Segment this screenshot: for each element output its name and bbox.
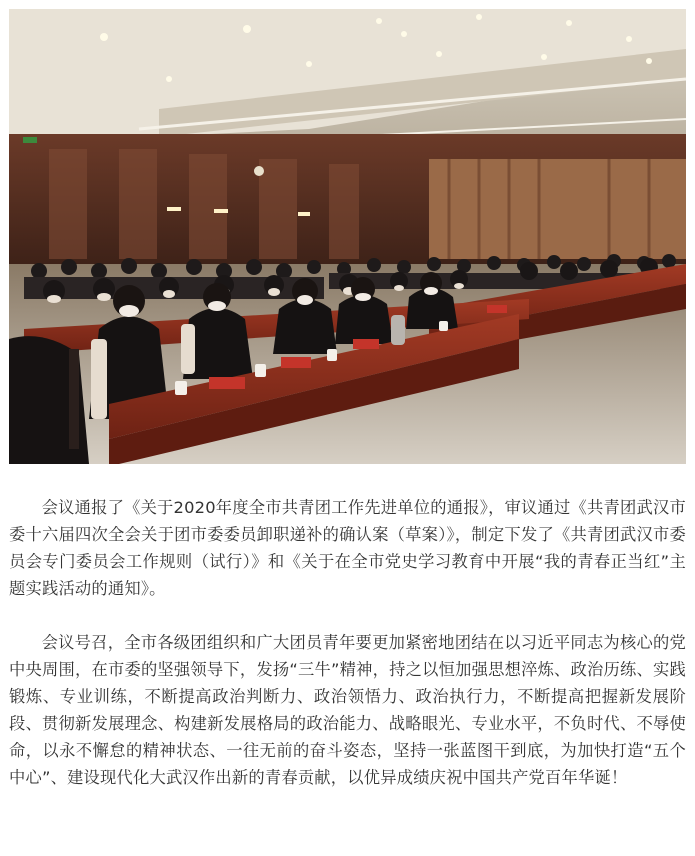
meeting-hall-illustration bbox=[9, 9, 686, 464]
paragraph-meeting-report: 会议通报了《关于2020年度全市共青团工作先进单位的通报》，审议通过《共青团武汉市委十六届四次全会关于团市委委员卸职递补的确认案（草案）》，制定下发了《共青团武汉市委员会专门委员会工作规则（试行）》和《关于在全市党史学习教育中开展“我的青春正当红”主题实践活动的通知》。 bbox=[9, 498, 686, 598]
paragraph-meeting-call: 会议号召，全市各级团组织和广大团员青年要更加紧密地团结在以习近平同志为核心的党中央周围，在市委的坚强领导下，发扬“三牛”精神，持之以恒加强思想淬炼、政治历练、实践锻炼、专业训练，不断提高政治判断力、政治领悟力、政治执行力，不断提高把握新发展阶段、贯彻新发展理念、构建新发展格局的政治能力、战略眼光、专业水平，不负时代、不辱使命，以永不懈怠的精神状态、一往无前的奋斗姿态，坚持一张蓝图干到底，为加快打造“五个中心”、建设现代化大武汉作出新的青春贡献，以优异成绩庆祝中国共产党百年华诞！ bbox=[9, 633, 686, 787]
meeting-photo bbox=[9, 9, 686, 464]
article-body bbox=[9, 494, 686, 791]
